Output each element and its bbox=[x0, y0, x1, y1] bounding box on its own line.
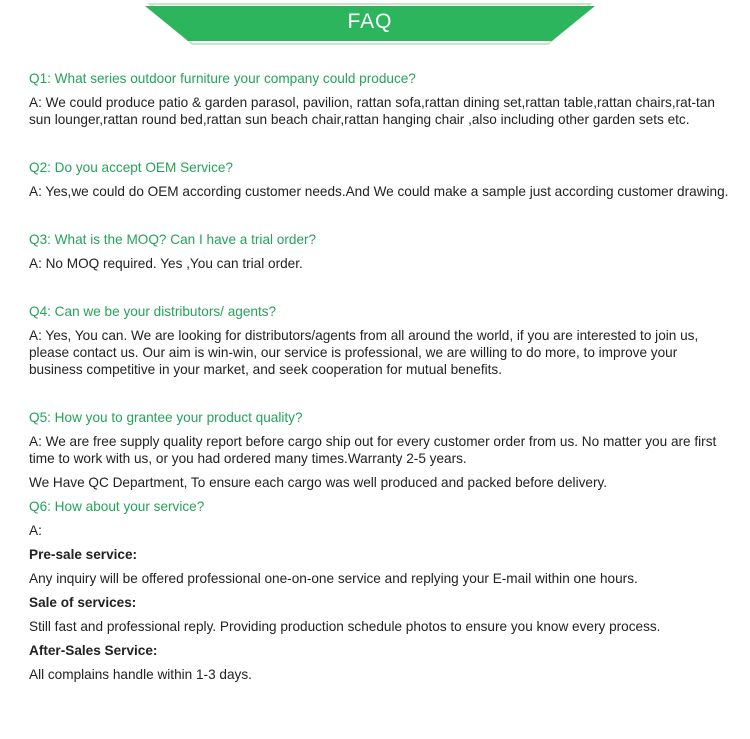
q5-answer: A: We are free supply quality report before cargo ship out for every customer order from us. No matter you are first time to work with us, or you had ordered many times.Warranty 2-5 years. bbox=[29, 434, 717, 466]
q5-answer-qc: We Have QC Department, To ensure each cargo was well produced and packed before delivery. bbox=[29, 475, 608, 490]
q3-question: Q3: What is the MOQ? Can I have a trial order? bbox=[29, 232, 317, 247]
q3-answer: A: No MOQ required. Yes ,You can trial order. bbox=[29, 256, 303, 271]
faq-content bbox=[29, 70, 729, 683]
after-sales-title: After-Sales Service: bbox=[29, 643, 158, 658]
faq-title: FAQ bbox=[347, 10, 393, 33]
q6-answer-prefix: A: bbox=[29, 523, 42, 538]
sale-text: Still fast and professional reply. Providing production schedule photos to ensure you know every process. bbox=[29, 619, 661, 634]
sale-title: Sale of services: bbox=[29, 595, 137, 610]
faq-banner bbox=[0, 0, 750, 52]
q5-question: Q5: How you to grantee your product quality? bbox=[29, 410, 303, 425]
presale-title: Pre-sale service: bbox=[29, 547, 138, 562]
q2-answer: A: Yes,we could do OEM according customer needs.And We could make a sample just according customer drawing. bbox=[29, 184, 729, 199]
presale-text: Any inquiry will be offered professional one-on-one service and replying your E-mail within one hours. bbox=[29, 571, 638, 586]
q4-question: Q4: Can we be your distributors/ agents? bbox=[29, 304, 277, 319]
q1-answer: A: We could produce patio & garden parasol, pavilion, rattan sofa,rattan dining set,rattan table,rattan chairs,rat-tan sun lounger,rattan round bed,rattan sun beach chair,rattan hanging chair ,also including other garden sets etc. bbox=[29, 95, 715, 127]
q1-question: Q1: What series outdoor furniture your company could produce? bbox=[29, 71, 416, 86]
q6-question: Q6: How about your service? bbox=[29, 499, 205, 514]
after-sales-text: All complains handle within 1-3 days. bbox=[29, 667, 252, 682]
q4-answer: A: Yes, You can. We are looking for distributors/agents from all around the world, if you are interested to join us, please contact us. Our aim is win-win, our service is professional, we are willing to do more, to improve your business competitive in your market, and seek cooperation for mutual benefits. bbox=[29, 328, 699, 377]
q2-question: Q2: Do you accept OEM Service? bbox=[29, 160, 233, 175]
